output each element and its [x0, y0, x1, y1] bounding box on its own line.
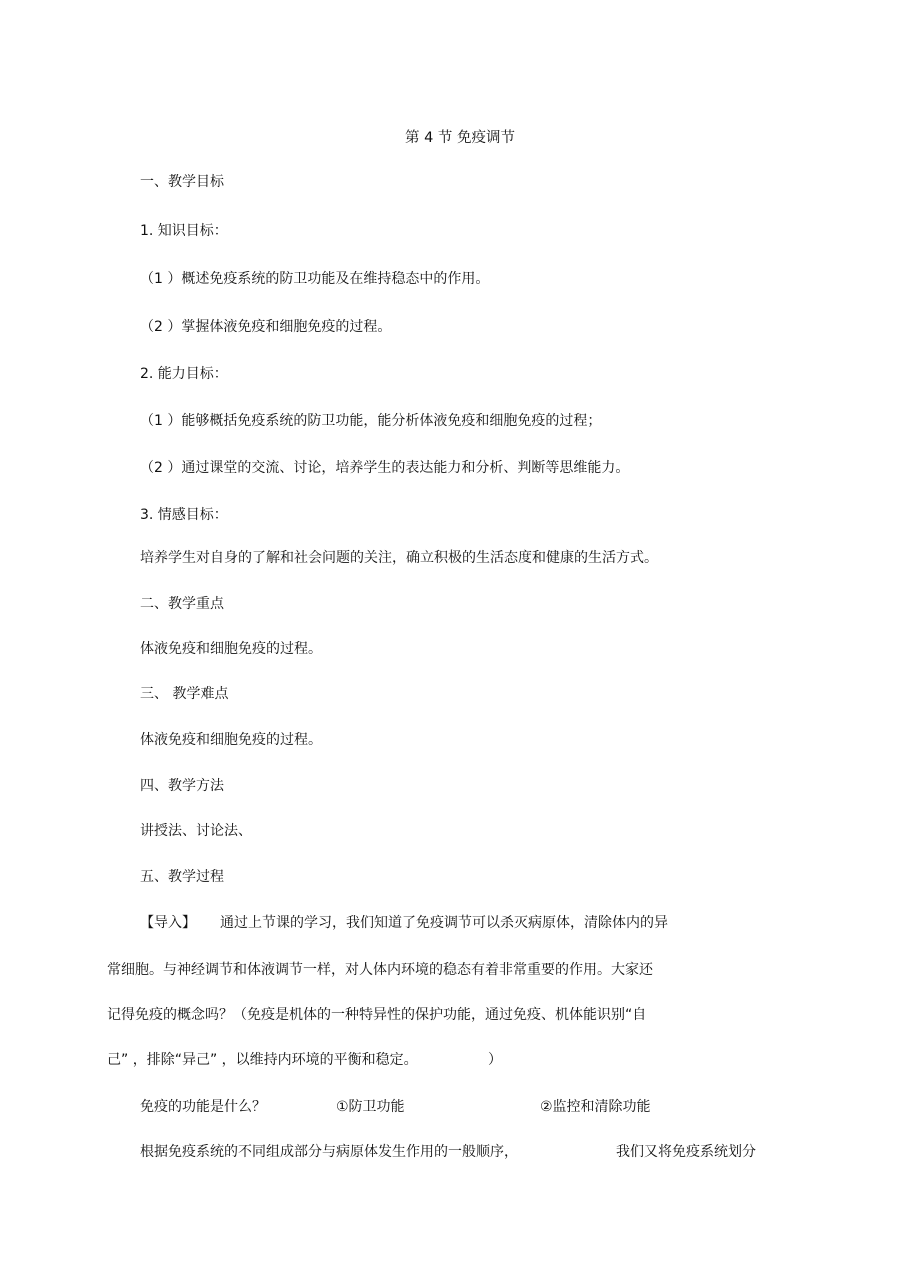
intro-label: 【导入】	[140, 915, 196, 931]
ability-objective-2: （2 ）通过课堂的交流、讨论，培养学生的表达能力和分析、判断等思维能力。	[140, 460, 630, 476]
section-heading-methods: 四、教学方法	[140, 778, 224, 794]
intro-text: 通过上节课的学习，我们知道了免疫调节可以杀灭病原体，清除体内的异	[220, 915, 668, 931]
intro-text-end: 己” ，排除“异己” ，以维持内环境的平衡和稳定。	[107, 1052, 418, 1068]
knowledge-objective-1: （1 ）概述免疫系统的防卫功能及在维持稳态中的作用。	[140, 271, 490, 287]
division-text-part-2: 我们又将免疫系统划分	[616, 1144, 756, 1160]
function-item-2: ②监控和清除功能	[540, 1099, 651, 1115]
section-heading-key-points: 二、教学重点	[140, 596, 224, 612]
knowledge-objective-2: （2 ）掌握体液免疫和细胞免疫的过程。	[140, 319, 392, 335]
page-title: 第 4 节 免疫调节	[404, 130, 516, 146]
section-heading-process: 五、教学过程	[140, 869, 224, 885]
key-points-text: 体液免疫和细胞免疫的过程。	[140, 641, 322, 657]
subheading-emotion-objectives: 3. 情感目标：	[140, 507, 228, 523]
section-heading-objectives: 一、教学目标	[140, 174, 224, 190]
subheading-knowledge-objectives: 1. 知识目标：	[140, 223, 228, 239]
intro-close-paren: ）	[488, 1052, 502, 1068]
difficulties-text: 体液免疫和细胞免疫的过程。	[140, 732, 322, 748]
function-question: 免疫的功能是什么？	[140, 1099, 266, 1115]
division-text-part-1: 根据免疫系统的不同组成部分与病原体发生作用的一般顺序，	[140, 1144, 518, 1160]
emotion-objective-text: 培养学生对自身的了解和社会问题的关注，确立积极的生活态度和健康的生活方式。	[140, 550, 658, 566]
function-item-1: ①防卫功能	[336, 1099, 405, 1115]
intro-paragraph-line-3: 记得免疫的概念吗？（免疫是机体的一种特异性的保护功能，通过免疫、机体能识别“自	[107, 1007, 647, 1023]
section-heading-difficulties: 三、 教学难点	[140, 686, 229, 702]
methods-text: 讲授法、讨论法、	[140, 823, 252, 839]
ability-objective-1: （1 ）能够概括免疫系统的防卫功能，能分析体液免疫和细胞免疫的过程；	[140, 413, 602, 429]
subheading-ability-objectives: 2. 能力目标：	[140, 366, 228, 382]
intro-paragraph-line-2: 常细胞。与神经调节和体液调节一样，对人体内环境的稳态有着非常重要的作用。大家还	[107, 962, 653, 978]
